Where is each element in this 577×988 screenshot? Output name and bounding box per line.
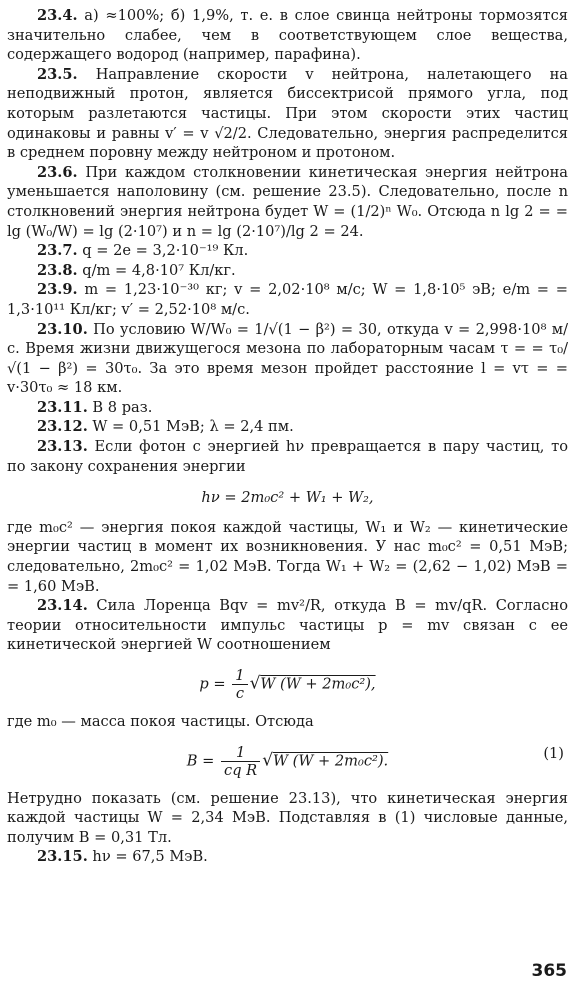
paragraph-text: m = 1,23·10⁻³⁰ кг; v = 2,02·10⁸ м/с; W = 1,8·10⁵ эВ; e/m = = 1,3·10¹¹ Кл/кг; v′ = 2,52·10⁸ м/с. — [7, 281, 568, 318]
paragraph-23-12 — [7, 417, 568, 437]
paragraph-text: Направление скорости v нейтрона, налетающего на неподвижный протон, является биссектрисой прямого угла, под которым разлетаются частицы. При этом скорости этих частиц одинаковы и равны v′ = v √2/2. Следовательно, энергия распределится в среднем поровну между нейтроном и протоном. — [7, 65, 569, 162]
equation-lhs: B = — [186, 752, 215, 770]
fraction-denominator: c — [235, 685, 244, 702]
paragraph-text: q = 2e = 3,2·10⁻¹⁹ Кл. — [82, 242, 249, 260]
paragraph-text: По условию W/W₀ = 1/√(1 − β²) = 30, откуда v = 2,998·10⁸ м/с. Время жизни движущегося мезона по лабораторным часам τ = = τ₀/√(1 − β²) = 30τ₀. За это время мезон пройдет расстояние l = vτ = = v·30τ₀ ≈ 18 км. — [7, 320, 568, 397]
problem-number: 23.7. — [37, 242, 78, 260]
sqrt-sign: √ — [249, 673, 261, 694]
paragraph-23-7 — [7, 241, 568, 261]
paragraph-text: W = 0,51 МэВ; λ = 2,4 пм. — [92, 418, 294, 436]
paragraph-text: Нетрудно показать (см. решение 23.13), что кинетическая энергия каждой частицы W = 2,34 МэВ. Подставляя в (1) числовые данные, получим B = 0,31 Тл. — [7, 789, 568, 846]
paragraph-text: При каждом столкновении кинетическая энергия нейтрона уменьшается наполовину (см. решение 23.5). Следовательно, после n столкновений энергия нейтрона будет W = (1/2)ⁿ W₀. Отсюда n lg 2 = = lg (W₀/W) = lg (2·10⁷) и n = lg (2·10⁷)/lg 2 = 24. — [7, 163, 568, 240]
problem-number: 23.14. — [37, 597, 88, 615]
paragraph-text: где m₀c² — энергия покоя каждой частицы, W₁ и W₂ — кинетические энергии частиц в момент их возникновения. У нас m₀c² = 0,51 МэВ; следовательно, 2m₀c² = 1,02 МэВ. Тогда W₁ + W₂ = (2,62 − 1,02) МэВ = = 1,60 МэВ. — [7, 518, 568, 595]
equation-energy-conservation: hν = 2m₀c² + W₁ + W₂, — [201, 489, 374, 507]
radicand: W (W + 2m₀c²). — [273, 752, 389, 770]
paragraph-text: где m₀ — масса покоя частицы. Отсюда — [7, 713, 314, 730]
fraction-denominator: cq R — [224, 761, 258, 779]
paragraph-23-4 — [7, 6, 568, 65]
problem-number: 23.5. — [37, 65, 78, 83]
paragraph-text: Если фотон с энергией hν превращается в пару частиц, то по закону сохранения энергии — [7, 438, 569, 475]
fraction-numerator: 1 — [221, 744, 260, 762]
equation-momentum — [7, 667, 568, 702]
paragraph-23-14 — [7, 596, 568, 655]
problem-number: 23.13. — [37, 438, 88, 456]
equation-lhs: p = — [199, 675, 226, 693]
problem-number: 23.9. — [37, 281, 78, 299]
paragraph-text: В 8 раз. — [92, 398, 153, 416]
problem-number: 23.15. — [37, 848, 88, 866]
fraction — [221, 744, 260, 779]
problem-number: 23.10. — [37, 320, 88, 338]
paragraph-text: hν = 67,5 МэВ. — [92, 848, 208, 866]
problem-number: 23.8. — [37, 261, 78, 279]
paragraph-23-15 — [7, 847, 568, 867]
paragraph-23-11 — [7, 398, 568, 418]
problem-number: 23.4. — [37, 7, 78, 24]
problem-number: 23.12. — [37, 418, 88, 436]
paragraph-text: q/m = 4,8·10⁷ Кл/кг. — [82, 261, 236, 279]
paragraph-text: Сила Лоренца Bqv = mv²/R, откуда B = mv/qR. Согласно теории относительности импульс частицы p = mv связан с ее кинетической энергией W соотношением — [7, 597, 568, 654]
paragraph-23-14-end — [7, 789, 568, 848]
problem-number: 23.6. — [37, 163, 78, 181]
page-number: 365 — [531, 961, 567, 982]
paragraph-23-9 — [7, 280, 568, 319]
radicand: W (W + 2m₀c²), — [260, 675, 376, 693]
paragraph-text: а) ≈100%; б) 1,9%, т. е. в слое свинца нейтроны тормозятся значительно слабее, чем в соответствующем слое вещества, содержащего водород (например, парафина). — [7, 7, 569, 64]
problem-number: 23.11. — [37, 398, 88, 416]
fraction — [232, 667, 247, 702]
paragraph-23-13-cont — [7, 518, 568, 596]
paragraph-23-10 — [7, 320, 568, 398]
paragraph-23-13 — [7, 437, 568, 476]
paragraph-23-14-cont — [7, 712, 568, 732]
sqrt-sign: √ — [262, 750, 274, 771]
fraction-numerator: 1 — [232, 667, 247, 685]
equation-magnetic-field — [7, 744, 568, 779]
paragraph-23-6 — [7, 163, 568, 241]
paragraph-23-8 — [7, 261, 568, 281]
equation-number: (1) — [543, 744, 564, 762]
paragraph-23-5 — [7, 65, 568, 163]
